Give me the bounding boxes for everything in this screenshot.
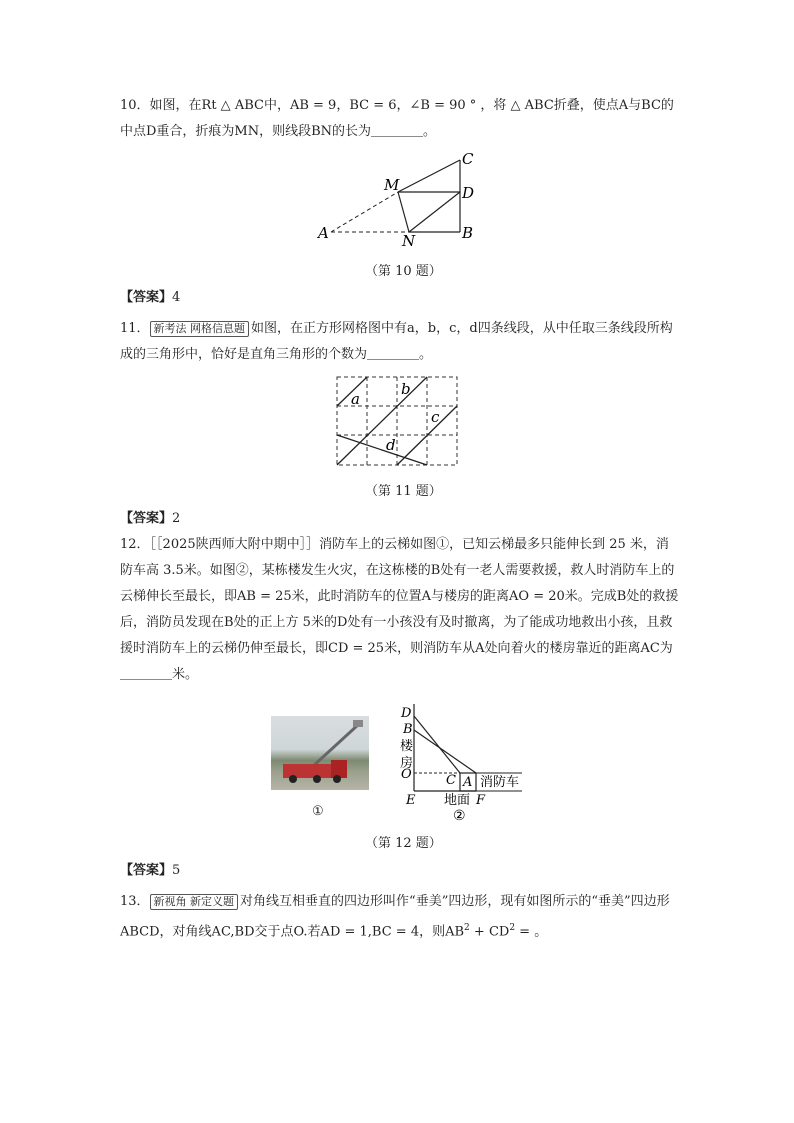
label-B: B [462, 224, 474, 242]
ground-label: 地面 [444, 793, 471, 808]
label-c: c [431, 408, 440, 426]
label-C: C [462, 150, 474, 168]
label-B: B [403, 722, 413, 737]
question-10-text: 10．如图，在Rt △ ABC中，AB = 9，BC = 6，∠B = 90 ° ，将 △ ABC折叠，使点A与BC的中点D重合，折痕为MN，则线段BN的长为＿＿＿＿。 [120, 98, 674, 139]
label-A: A [463, 775, 473, 790]
label-b: b [401, 380, 411, 398]
label-A: A [318, 224, 329, 242]
label-O: O [401, 767, 412, 782]
label-D: D [462, 184, 475, 202]
label-N: N [402, 232, 416, 250]
question-11-text: 11． 新考法 网格信息题 如图，在正方形网格图中有a，b，c，d四条线段，从中任取三条线段所构成的三角形中，恰好是直角三角形的个数为＿＿＿＿。 [120, 321, 673, 362]
label-F: F [476, 793, 486, 808]
label-M: M [384, 176, 400, 194]
fig12-2-label: ② [453, 808, 466, 822]
label-a: a [351, 390, 360, 408]
caption-12: （第 12 题） [365, 836, 442, 851]
label-E: E [406, 793, 416, 808]
answer-11: 【答案】2 [120, 511, 181, 526]
label-D: D [401, 706, 412, 721]
question-13-text: 13． 新视角 新定义题 对角线互相垂直的四边形叫作“垂美”四边形，现有如图所示的“垂美”四边形ABCD，对角线AC,BD交于点O.若AD = 1,BC = 4，则$AB^2 + CD^2$ = 。 [120, 894, 670, 940]
building-label-1: 楼 [400, 739, 414, 754]
building-label-2: 房 [400, 756, 414, 771]
answer-10: 【答案】4 [120, 290, 181, 305]
answer-12: 【答案】5 [120, 863, 181, 878]
truck-label: 消防车 [480, 775, 520, 790]
caption-10: （第 10 题） [365, 264, 442, 279]
label-C: C [446, 773, 456, 788]
label-d: d [386, 436, 396, 454]
tag-new-method: 新考法 网格信息题 [150, 321, 250, 337]
question-12-text: 12．［［2025陕西师大附中期中］］消防车上的云梯如图①，已知云梯最多只能伸长到 25 米，消防车高 3.5米。如图②，某栋楼发生火灾，在这栋楼的B处有一老人需要救援，救人时消防车上的云梯伸长至最长，即AB = 25米，此时消防车的位置A与楼房的距离AO = 20米。完成B处的救援后，消防员发现在B处的正上方 5米的D处有一小孩没有及时撤离，为了能成功地救出小孩，且救援时消防车上的云梯仍伸至最长，即CD = 25米，则消防车从A处向着火的楼房靠近的距离AC为＿＿＿＿米。 [120, 537, 679, 682]
figure-11 [334, 374, 462, 470]
tag-new-view: 新视角 新定义题 [150, 894, 239, 910]
figure-12-diagram [398, 700, 528, 822]
fire-truck-photo [271, 716, 369, 790]
figure-10 [310, 148, 490, 250]
fig12-1-label: ① [312, 804, 324, 819]
caption-11: （第 11 题） [365, 484, 442, 499]
